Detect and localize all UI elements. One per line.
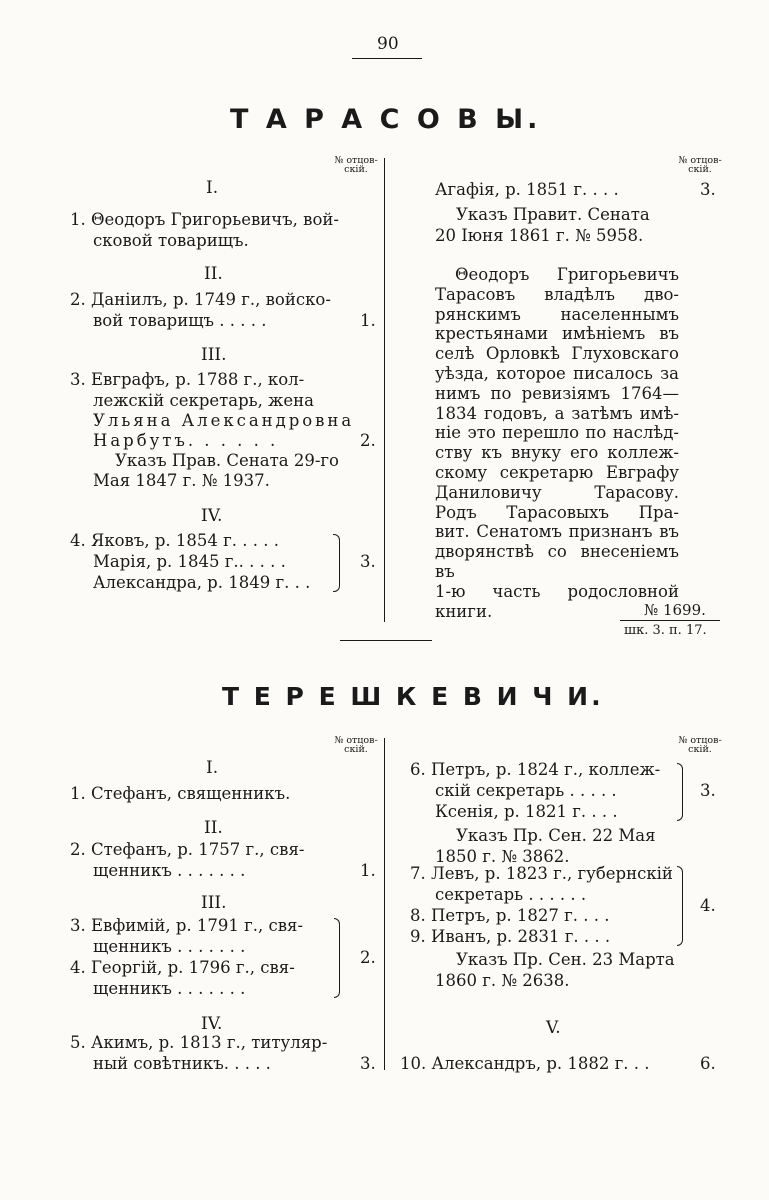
father-ref: 2. [360, 431, 376, 450]
father-ref: 3. [700, 781, 716, 800]
entry-line: Агафія, р. 1851 г. . . . [435, 180, 619, 199]
entry-line: сковой товарищъ. [93, 231, 249, 250]
entry-line: 5. Акимъ, р. 1813 г., титуляр- [70, 1033, 328, 1052]
generation-heading: III. [201, 893, 227, 913]
entry-line: Марія, р. 1845 г.. . . . . [93, 552, 286, 571]
father-ref: 2. [360, 948, 376, 967]
father-ref: 3. [360, 1054, 376, 1073]
entry-line: Александра, р. 1849 г. . . [93, 573, 311, 592]
entry-line: 7. Левъ, р. 1823 г., губернскій [410, 864, 673, 883]
decree-line: Указъ Правит. Сената [456, 205, 650, 224]
col-header-right-2: № отцов- скій. [678, 735, 722, 755]
column-divider-2 [384, 738, 385, 1070]
entry-line: 1. Стефанъ, священникъ. [70, 784, 291, 803]
entry-line: 2. Даніилъ, р. 1749 г., войско- [70, 290, 331, 309]
entry-line: 9. Иванъ, р. 2831 г. . . . [410, 927, 611, 946]
father-ref: 6. [700, 1054, 716, 1073]
grouping-brace [677, 763, 683, 821]
entry-line: 3. Евфимій, р. 1791 г., свя- [70, 916, 304, 935]
grouping-brace [333, 534, 340, 592]
father-ref: 3. [700, 180, 716, 199]
father-ref: 3. [360, 552, 376, 571]
decree-line: Мая 1847 г. № 1937. [93, 471, 270, 490]
entry-line: Ксенія, р. 1821 г. . . . [435, 802, 618, 821]
entry-line: Ульяна Александровна [93, 411, 355, 430]
grouping-brace [334, 918, 340, 998]
section-separator [340, 640, 432, 641]
decree-line: 20 Іюня 1861 г. № 5958. [435, 226, 644, 245]
entry-line: секретарь . . . . . . [435, 885, 587, 904]
entry-line: 4. Яковъ, р. 1854 г. . . . . [70, 531, 279, 550]
page-number-rule [352, 58, 422, 59]
entry-line: 2. Стефанъ, р. 1757 г., свя- [70, 840, 305, 859]
entry-line: щенникъ . . . . . . . [93, 937, 246, 956]
entry-line: 3. Евграфъ, р. 1788 г., кол- [70, 370, 305, 389]
entry-line: 8. Петръ, р. 1827 г. . . . [410, 906, 610, 925]
col-header-left-2: № отцов- скій. [334, 735, 378, 755]
decree-line: 1850 г. № 3862. [435, 847, 570, 866]
grouping-brace [677, 866, 683, 946]
entry-line: лежскій секретарь, жена [93, 391, 314, 410]
entry-line: щенникъ . . . . . . . [93, 979, 246, 998]
shelf-reference: шк. 3. п. 17. [624, 623, 707, 638]
generation-heading: III. [201, 345, 227, 365]
decree-line: Указъ Пр. Сен. 22 Мая [456, 826, 656, 845]
generation-heading: IV. [201, 1014, 223, 1034]
entry-line: 4. Георгій, р. 1796 г., свя- [70, 958, 295, 977]
father-ref: 1. [360, 861, 376, 880]
generation-heading: I. [206, 758, 219, 778]
page-number: 90 [377, 34, 399, 54]
decree-line: Указъ Пр. Сен. 23 Марта [456, 950, 675, 969]
entry-line: 1. Θеодоръ Григорьевичъ, вой- [70, 210, 339, 229]
generation-heading: II. [204, 264, 223, 284]
generation-heading: IV. [201, 506, 223, 526]
entry-line: 6. Петръ, р. 1824 г., коллеж- [410, 760, 661, 779]
decree-line: Указъ Прав. Сената 29-го [115, 451, 339, 470]
entry-line: Нарбутъ. . . . . . [93, 431, 279, 450]
family-history-paragraph: Θеодоръ Григорьевичъ Тарасовъ владѣлъ дво- рянскимъ населеннымъ крестьянами имѣніемъ въ селѣ Орловкѣ Глуховскаго уѣзда, которое писалось за нимъ по ревизіямъ 1764— 1834 годовъ, а затѣмъ имѣ- ніе это перешло по наслѣд- ству къ внуку его коллеж- скому секретарю Евграфу Даниловичу Тарасову. Родъ Тарасовыхъ Пра- вит. Сенатомъ признанъ въ дворянствѣ со внесеніемъ въ 1-ю часть родословной книги. [435, 265, 679, 621]
section-title-tereshkevichi: Т Е Р Е Ш К Е В И Ч И. [222, 682, 604, 711]
entry-line: скій секретарь . . . . . [435, 781, 617, 800]
entry-line: вой товарищъ . . . . . [93, 311, 267, 330]
entry-line: 10. Александръ, р. 1882 г. . . [400, 1054, 650, 1073]
father-ref: 4. [700, 896, 716, 915]
decree-line: 1860 г. № 2638. [435, 971, 570, 990]
generation-heading: II. [204, 818, 223, 838]
entry-line: щенникъ . . . . . . . [93, 861, 246, 880]
col-header-left-1: № отцов- скій. [334, 155, 378, 175]
generation-heading: V. [546, 1018, 561, 1038]
section-title-tarasovy: Т А Р А С О В Ы. [230, 104, 542, 135]
father-ref: 1. [360, 311, 376, 330]
generation-heading: I. [206, 178, 219, 198]
col-header-right-1: № отцов- скій. [678, 155, 722, 175]
entry-line: ный совѣтникъ. . . . . [93, 1054, 271, 1073]
column-divider-1 [384, 158, 385, 622]
file-number: № 1699. [644, 601, 706, 619]
